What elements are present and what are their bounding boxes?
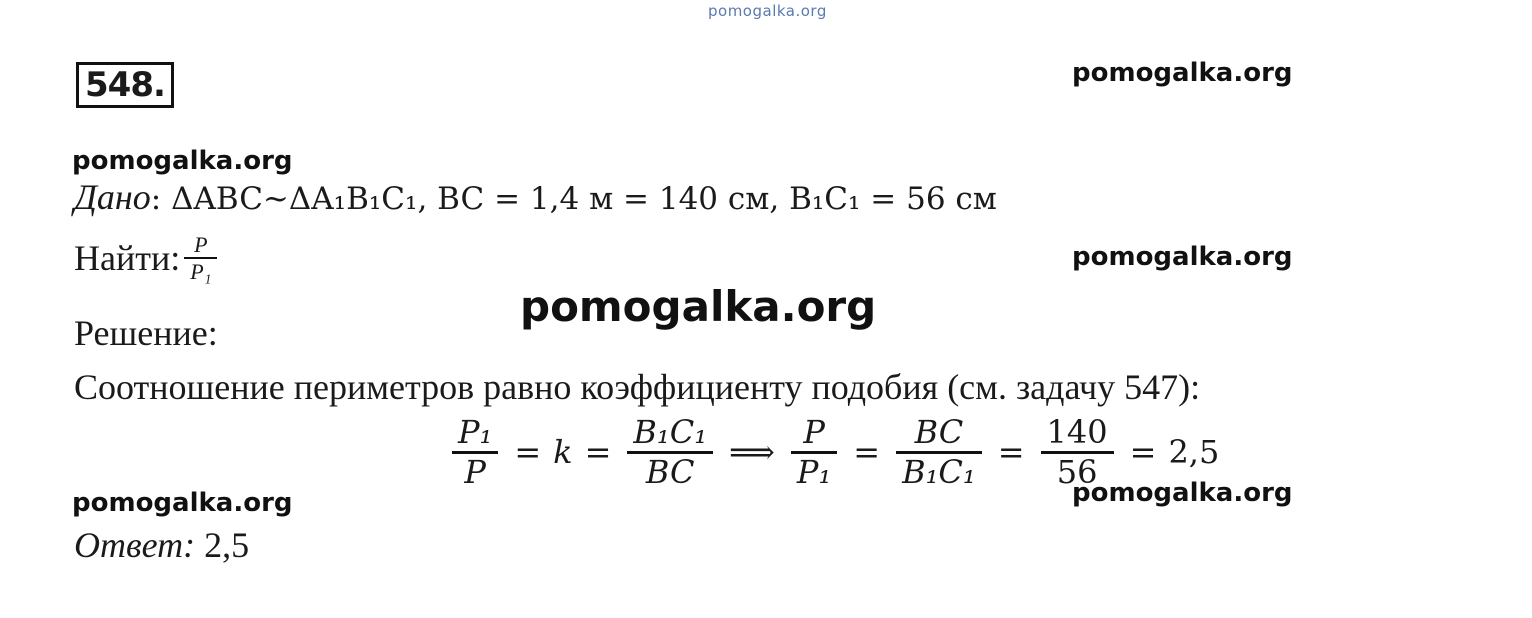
formula-fraction-4 xyxy=(896,414,982,491)
answer-line xyxy=(74,524,249,566)
equals-sign: = xyxy=(997,433,1025,472)
formula-fraction-3 xyxy=(791,414,837,491)
find-fraction xyxy=(184,232,217,285)
fraction-numerator: 140 xyxy=(1046,413,1108,451)
formula-fraction-1 xyxy=(452,414,498,491)
fraction-denominator: B₁C₁ xyxy=(902,452,976,491)
formula-fraction-5 xyxy=(1041,414,1114,491)
fraction-numerator: BC xyxy=(914,413,964,451)
watermark-right-1: pomogalka.org xyxy=(1072,58,1293,88)
implies-arrow: ⟹ xyxy=(729,433,775,472)
watermark-top: pomogalka.org xyxy=(708,2,827,20)
coefficient-k: k xyxy=(553,433,573,472)
solution-label: Решение: xyxy=(74,313,218,353)
given-line xyxy=(74,176,997,218)
answer-label: Ответ: xyxy=(74,525,196,565)
fraction-numerator: B₁C₁ xyxy=(633,413,708,451)
find-denominator: P₁ xyxy=(190,259,212,285)
find-line xyxy=(74,232,221,285)
answer-value: 2,5 xyxy=(204,525,250,565)
fraction-denominator: P xyxy=(464,452,486,491)
fraction-denominator: BC xyxy=(645,452,695,491)
watermark-right-2: pomogalka.org xyxy=(1072,242,1293,272)
watermark-right-3: pomogalka.org xyxy=(1072,478,1293,508)
equals-sign: = xyxy=(514,433,542,472)
fraction-numerator: P₁ xyxy=(458,413,493,451)
fraction-denominator: P₁ xyxy=(796,452,832,491)
equals-sign: = xyxy=(853,433,881,472)
formula xyxy=(448,414,1219,491)
fraction-numerator: P xyxy=(803,413,825,451)
equals-sign: = xyxy=(584,433,612,472)
problem-number: 548. xyxy=(76,62,174,108)
formula-result: 2,5 xyxy=(1168,433,1220,472)
find-label: Найти: xyxy=(74,238,181,279)
given-label: Дано xyxy=(74,177,151,217)
given-text: : ΔABC~ΔA₁B₁C₁, BC = 1,4 м = 140 см, B₁C₁ = 56 см xyxy=(150,181,997,217)
watermark-left-2: pomogalka.org xyxy=(72,488,293,518)
fraction-denominator: 56 xyxy=(1056,452,1098,491)
find-numerator: P xyxy=(194,232,208,257)
equals-sign: = xyxy=(1129,433,1157,472)
solution-text: Соотношение периметров равно коэффициенту подобия (см. задачу 547): xyxy=(74,367,1201,407)
watermark-left-1: pomogalka.org xyxy=(72,146,293,176)
watermark-center: pomogalka.org xyxy=(520,282,877,331)
formula-fraction-2 xyxy=(627,414,713,491)
